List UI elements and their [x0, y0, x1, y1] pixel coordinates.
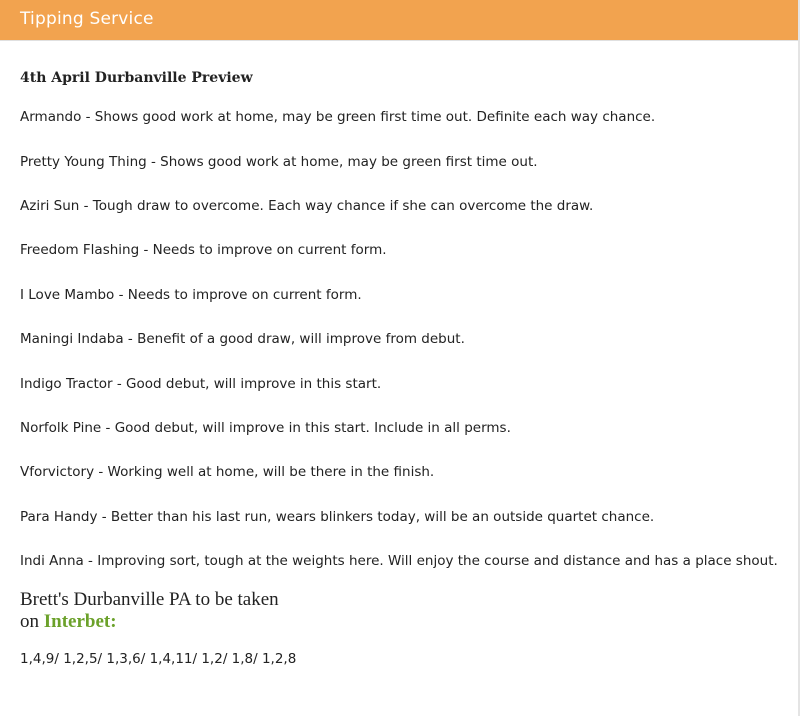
- pa-heading-line2: [20, 611, 790, 633]
- runner-entry-norfolk-pine: Norfolk Pine - Good debut, will improve in this start. Include in all perms.: [20, 419, 511, 436]
- runner-entry-indigo-tractor: Indigo Tractor - Good debut, will improve in this start.: [20, 375, 382, 392]
- runner-entry-aziri-sun: Aziri Sun - Tough draw to overcome. Each way chance if she can overcome the draw.: [20, 197, 594, 214]
- pa-heading: [20, 589, 790, 633]
- pa-heading-prefix: on: [20, 611, 44, 633]
- preview-heading: 4th April Durbanville Preview: [20, 70, 253, 86]
- runner-entry-pretty-young-thing: Pretty Young Thing - Shows good work at home, may be green first time out.: [20, 153, 538, 170]
- pa-selections: 1,4,9/ 1,2,5/ 1,3,6/ 1,4,11/ 1,2/ 1,8/ 1,2,8: [20, 651, 297, 668]
- header-title: Tipping Service: [20, 9, 154, 29]
- interbet-link[interactable]: Interbet:: [43, 611, 117, 633]
- runner-entry-para-handy: Para Handy - Better than his last run, wears blinkers today, will be an outside quartet chance.: [20, 508, 655, 525]
- runner-entry-i-love-mambo: I Love Mambo - Needs to improve on current form.: [20, 286, 362, 303]
- runner-list: [20, 95, 790, 583]
- runner-entry-indi-anna: Indi Anna - Improving sort, tough at the weights here. Will enjoy the course and distance and has a place shout.: [20, 553, 778, 570]
- runner-entry-armando: Armando - Shows good work at home, may be green first time out. Definite each way chance.: [20, 109, 656, 126]
- pa-heading-line1: Brett's Durbanville PA to be taken: [20, 589, 279, 611]
- runner-entry-freedom-flashing: Freedom Flashing - Needs to improve on current form.: [20, 242, 387, 259]
- header-bar: [0, 0, 798, 41]
- preview-content: [20, 69, 790, 667]
- runner-entry-vforvictory: Vforvictory - Working well at home, will be there in the finish.: [20, 464, 435, 481]
- runner-entry-maningi-indaba: Maningi Indaba - Benefit of a good draw, will improve from debut.: [20, 331, 465, 348]
